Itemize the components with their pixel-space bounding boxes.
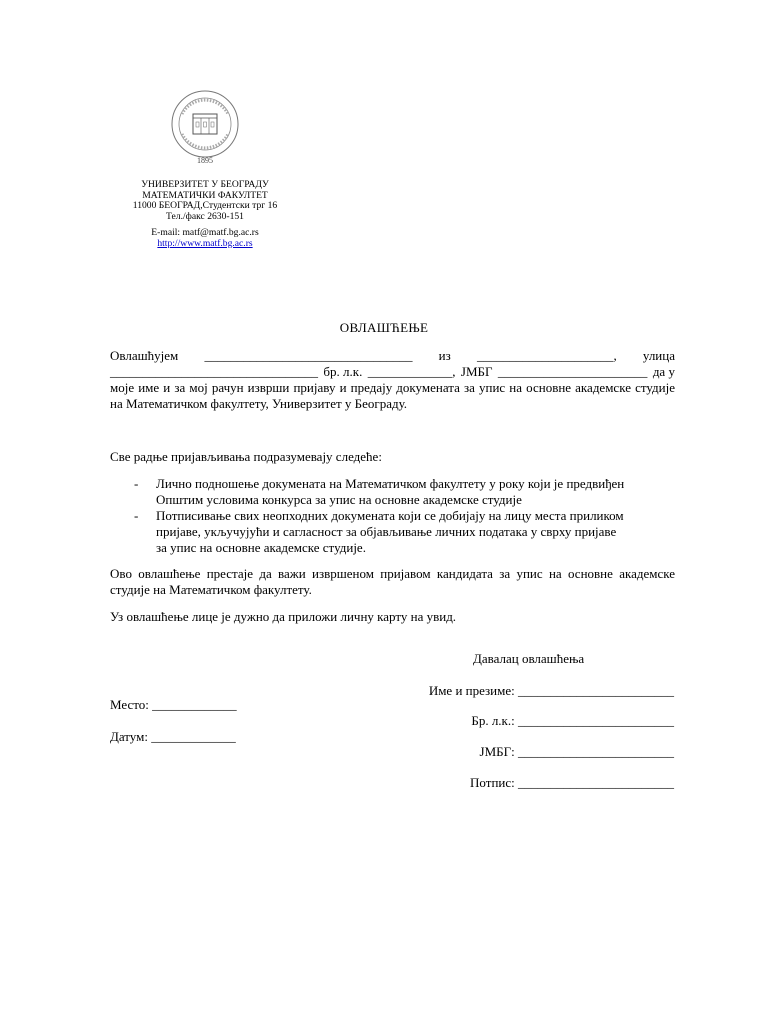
intro-to-word: да у — [652, 364, 675, 379]
place-field[interactable]: Место: _____________ — [110, 697, 237, 712]
id-card-blank[interactable]: _____________, — [367, 364, 456, 379]
id-card-note: Уз овлашћење лице је дужно да приложи личну карту на увид. — [110, 609, 457, 624]
bullet-dash-1: - — [134, 476, 139, 491]
actions-intro: Све радње пријављивања подразумевају следеће: — [110, 449, 382, 464]
intro-line-1 — [110, 348, 675, 364]
street-blank[interactable]: ________________________________ — [110, 364, 318, 379]
authorized-person-blank[interactable]: ________________________________ — [204, 348, 413, 363]
header-line-university: УНИВЕРЗИТЕТ У БЕОГРАДУ — [141, 179, 269, 190]
list-item-1-line-2: Општим условима конкурса за упис на основне академске студије — [156, 492, 522, 507]
intro-line-2 — [110, 364, 675, 380]
intro-from-word: из — [438, 348, 451, 363]
header-line-faculty: МАТЕМАТИЧКИ ФАКУЛТЕТ — [142, 189, 268, 201]
grantor-title: Давалац овлашћења — [473, 651, 585, 666]
name-surname-field[interactable]: Име и презиме: ________________________ — [428, 683, 674, 698]
list-item-2-line-3: за упис на основне академске студије. — [156, 540, 366, 555]
header-line-address: 11000 БЕОГРАД,Студентски трг 16 — [132, 200, 278, 211]
authorization-paragraph — [110, 348, 675, 412]
bullet-dash-2: - — [134, 508, 139, 523]
intro-rest-text: моје име и за мој рачун изврши пријаву и предају докумената за упис на основне академске студије на Математичком факултету, Универзитет у Београду. — [110, 380, 675, 411]
list-item-2-line-2: пријаве, укључујући и сагласност за објављивање личних података у сврху пријаве — [156, 524, 617, 539]
jmbg-blank[interactable]: _______________________ — [497, 364, 648, 379]
jmbg-field[interactable]: ЈМБГ: ________________________ — [479, 744, 674, 759]
list-item-personal-submission — [156, 476, 676, 508]
contact-block — [110, 228, 300, 249]
header-line-phone: Тел./факс 2630-151 — [166, 210, 244, 222]
city-blank[interactable]: _____________________, — [476, 348, 617, 363]
id-card-number-field[interactable]: Бр. л.к.: ________________________ — [471, 713, 674, 728]
list-item-signing-documents — [156, 508, 676, 556]
list-item-1-line-1: Лично подношење докумената на Математичком факултету у року који је предвиђен — [156, 476, 625, 491]
date-field[interactable]: Датум: _____________ — [110, 729, 236, 744]
intro-authorize-word: Овлашћујем — [110, 348, 179, 363]
expiry-paragraph: Ово овлашћење престаје да важи извршеном пријавом кандидата за упис на основне академске студије на Математичком факултету. — [110, 566, 675, 597]
seal-year: 1895 — [197, 156, 213, 165]
list-item-2-line-1: Потписивање свих неопходних докумената који се добијају на лицу места приликом — [156, 508, 624, 523]
actions-list — [0, 476, 768, 556]
institution-header — [110, 180, 300, 222]
university-seal — [168, 84, 242, 170]
email-text: E-mail: matf@matf.bg.ac.rs — [151, 227, 259, 238]
signature-field[interactable]: Потпис: ________________________ — [470, 775, 674, 790]
intro-id-card-word: бр. л.к. — [323, 364, 363, 379]
website-link[interactable]: http://www.matf.bg.ac.rs — [157, 237, 253, 249]
intro-street-word: улица — [642, 348, 675, 363]
intro-jmbg-word: ЈМБГ — [460, 364, 493, 379]
document-title: ОВЛАШЋЕЊЕ — [339, 320, 429, 335]
